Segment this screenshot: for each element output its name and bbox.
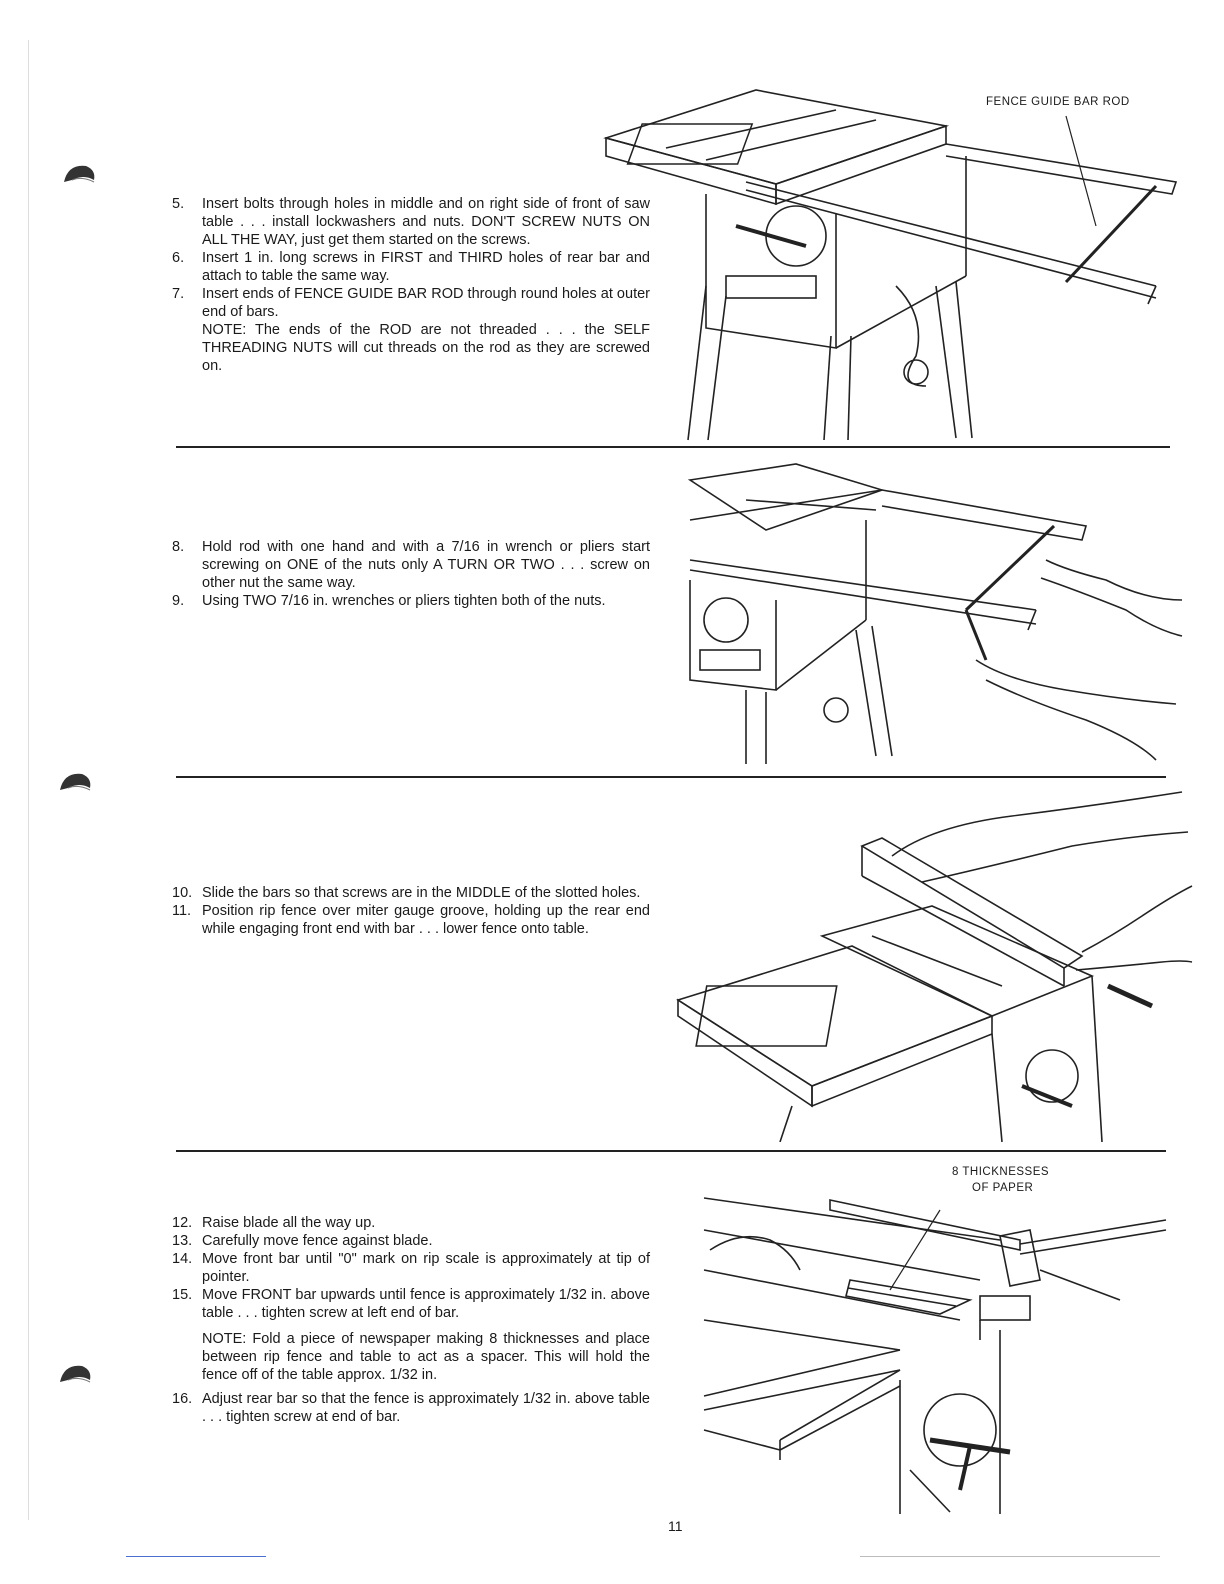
step-number: 10. <box>172 885 193 901</box>
step-text: Hold rod with one hand and with a 7/16 in wrench or pliers start screwing on ONE of the nuts only A TURN OR TWO . . . screw on other nut the same way. <box>202 539 650 591</box>
page-number: 11 <box>668 1518 683 1534</box>
step-text: Insert ends of FENCE GUIDE BAR ROD through round holes at outer end of bars. <box>202 286 650 320</box>
step-number: 15. <box>172 1287 193 1303</box>
step-text: Carefully move fence against blade. <box>202 1233 433 1249</box>
step-number: 11. <box>172 903 192 919</box>
section1-note: NOTE: The ends of the ROD are not threaded . . . the SELF THREADING NUTS will cut threads on the rod as they are screwed on. <box>202 322 650 374</box>
step-number: 5. <box>172 196 185 212</box>
fence-guide-bar-rod-label: FENCE GUIDE BAR ROD <box>986 96 1130 108</box>
step-text: Adjust rear bar so that the fence is approximately 1/32 in. above table . . . tighten screw at end of bar. <box>202 1391 650 1425</box>
label-line-2: OF PAPER <box>972 1182 1034 1194</box>
step-number: 13. <box>172 1233 193 1249</box>
step-number: 14. <box>172 1251 193 1267</box>
step-number: 12. <box>172 1215 193 1231</box>
step-text: Move front bar until "0" mark on rip scale is approximately at tip of pointer. <box>202 1251 650 1285</box>
step-number: 9. <box>172 593 185 609</box>
footer-scan-line <box>860 1556 1160 1557</box>
step-text: Position rip fence over miter gauge groove, holding up the rear end while engaging front end with bar . . . lower fence onto table. <box>202 903 650 937</box>
figure-position-rip-fence <box>672 786 1194 1142</box>
step-12 <box>172 1214 650 1232</box>
step-9 <box>172 592 650 610</box>
divider-1 <box>176 446 1170 448</box>
step-number: 16. <box>172 1391 193 1407</box>
binder-hole-bottom <box>56 1360 96 1400</box>
step-text: Using TWO 7/16 in. wrenches or pliers tighten both of the nuts. <box>202 593 606 609</box>
scan-edge <box>28 40 29 1520</box>
step-7 <box>172 285 650 321</box>
step-text: Slide the bars so that screws are in the MIDDLE of the slotted holes. <box>202 885 641 901</box>
section1-steps <box>172 195 650 381</box>
binder-hole-middle <box>56 768 96 808</box>
step-text: Move FRONT bar upwards until fence is approximately 1/32 in. above table . . . tighten screw at left end of bar. <box>202 1287 650 1321</box>
footer-link-line <box>126 1556 266 1557</box>
divider-3 <box>176 1150 1166 1152</box>
step-6 <box>172 249 650 285</box>
divider-2 <box>176 776 1166 778</box>
step-10 <box>172 884 650 902</box>
figure-fence-guide-bar-rod <box>596 86 1186 442</box>
step-number: 7. <box>172 286 185 302</box>
section4-steps <box>172 1214 650 1426</box>
figure-tighten-nuts <box>686 460 1186 766</box>
step-text: Insert 1 in. long screws in FIRST and THIRD holes of rear bar and attach to table the same way. <box>202 250 650 284</box>
label-line-1: 8 THICKNESSES <box>952 1166 1050 1178</box>
figure-fence-spacer <box>700 1190 1180 1520</box>
step-5 <box>172 195 650 249</box>
step-8 <box>172 538 650 592</box>
step-14 <box>172 1250 650 1286</box>
step-number: 6. <box>172 250 185 266</box>
section2-steps <box>172 538 650 610</box>
section4-note: NOTE: Fold a piece of newspaper making 8 thicknesses and place between rip fence and table to act as a spacer. This will hold the fence off of the table approx. 1/32 in. <box>202 1331 650 1383</box>
step-text: Insert bolts through holes in middle and on right side of front of saw table . . . install lockwashers and nuts. DON'T SCREW NUTS ON ALL THE WAY, just get them started on the screws. <box>202 196 650 248</box>
step-number: 8. <box>172 539 185 555</box>
step-text: Raise blade all the way up. <box>202 1215 376 1231</box>
step-16 <box>172 1390 650 1426</box>
binder-hole-top <box>60 160 100 200</box>
step-13 <box>172 1232 650 1250</box>
step-11 <box>172 902 650 938</box>
section3-steps <box>172 884 650 938</box>
step-15 <box>172 1286 650 1322</box>
